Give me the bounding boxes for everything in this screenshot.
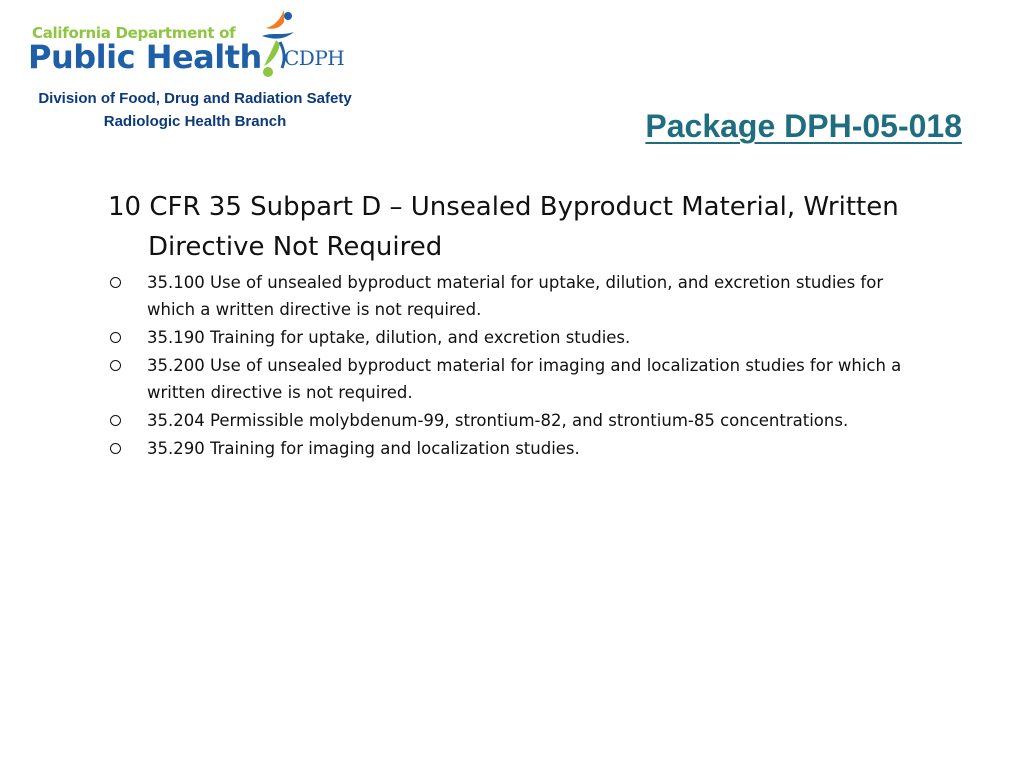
division-heading	[0, 87, 390, 133]
regulation-list	[108, 269, 928, 462]
list-item	[108, 435, 928, 462]
list-item	[108, 352, 928, 406]
package-title: Package DPH-05-018	[645, 108, 962, 144]
list-item	[108, 269, 928, 323]
list-item	[108, 324, 928, 351]
hollow-circle-bullet-icon	[110, 415, 121, 426]
branch-name: Radiologic Health Branch	[103, 113, 287, 130]
list-item-text: 35.204 Permissible molybdenum-99, strontium-82, and strontium-85 concentrations.	[147, 411, 849, 430]
list-item	[108, 407, 928, 434]
hollow-circle-bullet-icon	[110, 277, 121, 288]
logo-department-text: California Department of	[32, 24, 236, 42]
slide-content	[108, 187, 928, 463]
hollow-circle-bullet-icon	[110, 332, 121, 343]
cdph-figure-icon	[254, 6, 302, 82]
list-item-text: 35.100 Use of unsealed byproduct material for uptake, dilution, and excretion studies for which a written directive is not required.	[147, 273, 884, 319]
logo-abbreviation: CDPH	[284, 46, 345, 70]
list-item-text: 35.290 Training for imaging and localization studies.	[147, 439, 580, 458]
section-heading: 10 CFR 35 Subpart D – Unsealed Byproduct Material, Written Directive Not Required	[108, 192, 899, 262]
hollow-circle-bullet-icon	[110, 443, 121, 454]
list-item-text: 35.200 Use of unsealed byproduct material for imaging and localization studies for which a written directive is not required.	[147, 356, 902, 402]
list-item-text: 35.190 Training for uptake, dilution, and excretion studies.	[147, 328, 631, 347]
cdph-logo	[28, 6, 368, 82]
hollow-circle-bullet-icon	[110, 360, 121, 371]
division-name: Division of Food, Drug and Radiation Safety	[38, 90, 352, 107]
logo-public-health-text: Public Health	[28, 38, 262, 76]
